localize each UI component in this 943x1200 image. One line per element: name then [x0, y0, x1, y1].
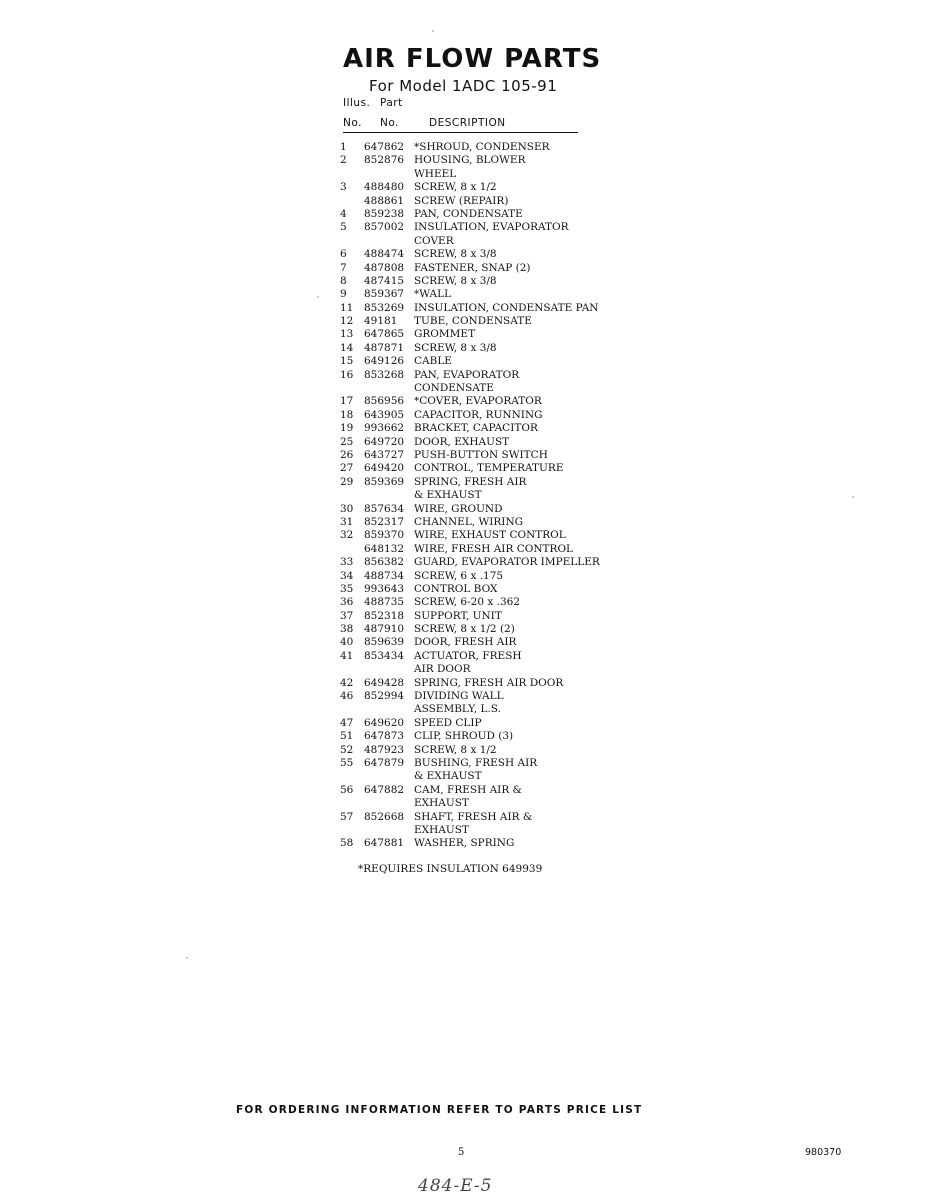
part-row [340, 195, 630, 208]
part-no: 647881 [364, 837, 405, 850]
part-row [340, 489, 630, 502]
part-description: CAPACITOR, RUNNING [414, 408, 543, 421]
part-no: 647873 [364, 730, 405, 743]
part-row [340, 328, 630, 341]
illus-no: 38 [340, 623, 354, 636]
part-description: HOUSING, BLOWER [414, 154, 526, 167]
illus-no: 42 [340, 676, 354, 689]
part-row [340, 382, 630, 395]
part-description: *COVER, EVAPORATOR [414, 395, 542, 408]
part-description: INSULATION, CONDENSATE PAN [414, 301, 599, 314]
part-no: 852876 [364, 154, 405, 167]
illus-no: 52 [340, 743, 354, 756]
part-no: 643727 [364, 448, 405, 461]
part-no: 643905 [364, 408, 405, 421]
illus-no: 58 [340, 837, 354, 850]
illus-no: 29 [340, 475, 354, 488]
illus-no: 51 [340, 730, 354, 743]
part-description: INSULATION, EVAPORATOR [414, 221, 569, 234]
part-row [340, 342, 630, 355]
part-row [340, 154, 630, 167]
part-description: WIRE, GROUND [414, 502, 503, 515]
part-row [340, 703, 630, 716]
part-description: BUSHING, FRESH AIR [414, 756, 538, 769]
part-row [340, 663, 630, 676]
part-row [340, 529, 630, 542]
part-row [340, 583, 630, 596]
part-description: SCREW, 8 x 1/2 [414, 743, 497, 756]
illus-no: 26 [340, 448, 354, 461]
illus-no: 56 [340, 783, 354, 796]
part-no: 852668 [364, 810, 405, 823]
illus-no: 13 [340, 328, 354, 341]
part-no: 649126 [364, 355, 405, 368]
part-row [340, 462, 630, 475]
part-no: 859238 [364, 207, 405, 220]
part-no: 487808 [364, 261, 405, 274]
part-no: 857634 [364, 502, 405, 515]
part-no: 647862 [364, 141, 405, 153]
part-description: SPEED CLIP [414, 716, 482, 729]
part-description: SCREW, 8 x 1/2 [414, 181, 497, 194]
part-no: 488474 [364, 248, 405, 261]
illus-no: 34 [340, 569, 354, 582]
illus-no: 6 [340, 248, 347, 261]
part-description: ACTUATOR, FRESH [414, 649, 522, 662]
part-row [340, 556, 630, 569]
part-description: CAM, FRESH AIR & [414, 783, 522, 796]
part-description: BRACKET, CAPACITOR [414, 422, 538, 435]
illus-no: 32 [340, 529, 354, 542]
illus-no: 14 [340, 341, 354, 354]
illus-no: 37 [340, 609, 354, 622]
part-description: SCREW (REPAIR) [414, 194, 509, 207]
part-description: *SHROUD, CONDENSER [414, 141, 550, 153]
part-row [340, 422, 630, 435]
part-description: EXHAUST [414, 797, 469, 810]
part-no: 852317 [364, 515, 405, 528]
part-description: SCREW, 8 x 3/8 [414, 248, 497, 261]
part-description: SHAFT, FRESH AIR & [414, 810, 533, 823]
part-no: 853268 [364, 368, 405, 381]
part-no: 647879 [364, 756, 405, 769]
part-no: 649420 [364, 462, 405, 475]
part-row [340, 677, 630, 690]
header-rule [343, 132, 578, 133]
part-row [340, 221, 630, 234]
illus-no: 15 [340, 355, 354, 368]
illus-no: 35 [340, 582, 354, 595]
illus-no: 18 [340, 408, 354, 421]
part-description: CONTROL, TEMPERATURE [414, 462, 564, 475]
part-no: 487415 [364, 274, 405, 287]
part-row [340, 516, 630, 529]
part-description: GROMMET [414, 328, 476, 341]
part-no: 859367 [364, 288, 405, 301]
part-description: AIR DOOR [414, 663, 471, 676]
part-row [340, 797, 630, 810]
part-description: SCREW, 8 x 1/2 (2) [414, 623, 515, 636]
part-description: DOOR, FRESH AIR [414, 636, 517, 649]
description-header: DESCRIPTION [429, 117, 506, 129]
illus-no: 36 [340, 596, 354, 609]
part-description: FASTENER, SNAP (2) [414, 261, 531, 274]
part-description: SCREW, 6 x .175 [414, 569, 504, 582]
part-row [340, 770, 630, 783]
part-row [340, 596, 630, 609]
illus-no: 40 [340, 636, 354, 649]
part-row [340, 235, 630, 248]
part-description: EXHAUST [414, 823, 469, 836]
part-label: Part [380, 97, 403, 109]
part-no: 488735 [364, 596, 405, 609]
illus-no: 9 [340, 288, 347, 301]
part-no: 649620 [364, 716, 405, 729]
part-no: 488861 [364, 194, 405, 207]
illus-no: 30 [340, 502, 354, 515]
part-row [340, 436, 630, 449]
part-row [340, 395, 630, 408]
part-description: & EXHAUST [414, 489, 482, 502]
part-row [340, 837, 630, 850]
part-row [340, 811, 630, 824]
part-no: 649720 [364, 435, 405, 448]
part-row [340, 275, 630, 288]
illus-no-label: No. [343, 117, 362, 129]
part-row [340, 717, 630, 730]
illus-no: 33 [340, 556, 354, 569]
insulation-footnote: *REQUIRES INSULATION 649939 [358, 863, 543, 875]
part-description: PAN, EVAPORATOR [414, 368, 520, 381]
scan-speck [186, 957, 188, 959]
part-no-label: No. [380, 117, 399, 129]
illus-no: 46 [340, 690, 354, 703]
document-number: 980370 [805, 1147, 842, 1158]
part-row [340, 369, 630, 382]
part-row [340, 181, 630, 194]
part-no: 852994 [364, 690, 405, 703]
illus-no: 2 [340, 154, 347, 167]
part-description: TUBE, CONDENSATE [414, 315, 532, 328]
part-row [340, 476, 630, 489]
part-row [340, 315, 630, 328]
illus-no: 12 [340, 315, 354, 328]
part-row [340, 824, 630, 837]
part-no: 859639 [364, 636, 405, 649]
illus-no: 8 [340, 274, 347, 287]
illus-no: 19 [340, 422, 354, 435]
part-no: 487910 [364, 623, 405, 636]
illus-no: 11 [340, 301, 354, 314]
part-row [340, 744, 630, 757]
part-no: 859369 [364, 475, 405, 488]
part-no: 647882 [364, 783, 405, 796]
page-title: AIR FLOW PARTS [343, 44, 602, 74]
part-no: 649428 [364, 676, 405, 689]
part-description: GUARD, EVAPORATOR IMPELLER [414, 556, 600, 569]
part-description: SCREW, 8 x 3/8 [414, 341, 497, 354]
illus-no: 55 [340, 756, 354, 769]
part-row [340, 784, 630, 797]
part-no: 852318 [364, 609, 405, 622]
illus-no: 31 [340, 515, 354, 528]
part-description: COVER [414, 234, 454, 247]
handwritten-note: 484-E-5 [418, 1176, 493, 1196]
illus-label: Illus. [343, 97, 371, 109]
part-no: 647865 [364, 328, 405, 341]
part-row [340, 409, 630, 422]
part-description: SPRING, FRESH AIR DOOR [414, 676, 564, 689]
illus-no: 25 [340, 435, 354, 448]
part-description: SUPPORT, UNIT [414, 609, 502, 622]
part-row [340, 690, 630, 703]
part-no: 853269 [364, 301, 405, 314]
illus-no: 1 [340, 141, 347, 153]
illus-no: 3 [340, 181, 347, 194]
part-no: 856382 [364, 556, 405, 569]
part-description: CONDENSATE [414, 382, 494, 395]
part-row [340, 650, 630, 663]
part-description: DOOR, EXHAUST [414, 435, 510, 448]
part-description: SCREW, 8 x 3/8 [414, 274, 497, 287]
part-no: 488480 [364, 181, 405, 194]
part-row [340, 355, 630, 368]
illus-no: 17 [340, 395, 354, 408]
part-row [340, 570, 630, 583]
part-description: SPRING, FRESH AIR [414, 475, 527, 488]
part-no: 993643 [364, 582, 405, 595]
scan-speck [317, 296, 319, 298]
part-description: CONTROL BOX [414, 582, 498, 595]
part-row [340, 757, 630, 770]
part-row [340, 288, 630, 301]
illus-no: 16 [340, 368, 354, 381]
part-description: WIRE, EXHAUST CONTROL [414, 529, 566, 542]
model-subtitle: For Model 1ADC 105-91 [369, 77, 558, 95]
part-no: 487871 [364, 341, 405, 354]
illus-no: 57 [340, 810, 354, 823]
illus-no: 27 [340, 462, 354, 475]
part-row [340, 262, 630, 275]
part-row [340, 730, 630, 743]
part-description: CHANNEL, WIRING [414, 515, 524, 528]
part-description: WASHER, SPRING [414, 837, 515, 850]
part-description: SCREW, 6-20 x .362 [414, 596, 520, 609]
illus-no: 47 [340, 716, 354, 729]
part-description: PUSH-BUTTON SWITCH [414, 448, 548, 461]
part-description: CABLE [414, 355, 452, 368]
part-no: 853434 [364, 649, 405, 662]
part-row [340, 543, 630, 556]
part-description: CLIP, SHROUD (3) [414, 730, 514, 743]
part-description: ASSEMBLY, L.S. [414, 703, 501, 716]
part-row [340, 302, 630, 315]
ordering-note: FOR ORDERING INFORMATION REFER TO PARTS PRICE LIST [236, 1104, 643, 1116]
part-row [340, 503, 630, 516]
illus-no: 4 [340, 207, 347, 220]
part-row [340, 449, 630, 462]
part-row [340, 636, 630, 649]
part-no: 487923 [364, 743, 405, 756]
illus-no: 41 [340, 649, 354, 662]
parts-list [340, 141, 630, 851]
scan-speck [852, 496, 854, 498]
page-number: 5 [458, 1147, 465, 1158]
part-row [340, 610, 630, 623]
illus-no: 5 [340, 221, 347, 234]
part-no: 856956 [364, 395, 405, 408]
part-no: 859370 [364, 529, 405, 542]
part-no: 49181 [364, 315, 398, 328]
part-no: 488734 [364, 569, 405, 582]
part-description: DIVIDING WALL [414, 690, 504, 703]
part-row [340, 141, 630, 154]
part-no: 857002 [364, 221, 405, 234]
part-no: 648132 [364, 542, 405, 555]
illus-no: 7 [340, 261, 347, 274]
part-row [340, 208, 630, 221]
part-row [340, 168, 630, 181]
part-row [340, 623, 630, 636]
part-description: WHEEL [414, 167, 457, 180]
part-row [340, 248, 630, 261]
part-no: 993662 [364, 422, 405, 435]
part-description: WIRE, FRESH AIR CONTROL [414, 542, 574, 555]
part-description: PAN, CONDENSATE [414, 207, 523, 220]
part-description: *WALL [414, 288, 452, 301]
part-description: & EXHAUST [414, 770, 482, 783]
scan-speck [432, 30, 434, 32]
